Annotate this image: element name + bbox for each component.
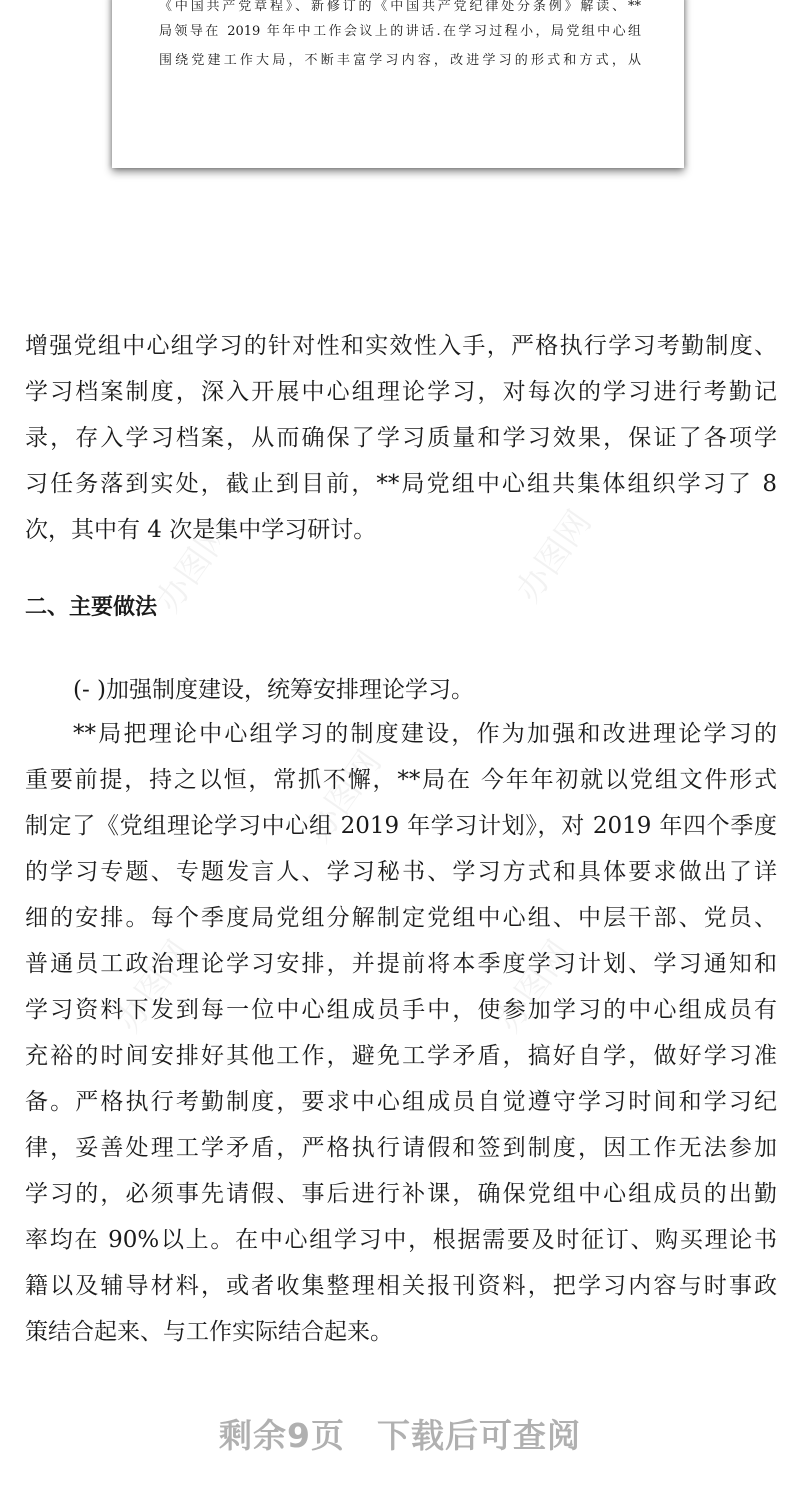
watermark: 办图网 [488,933,580,1040]
watermark: 办图网 [148,513,240,620]
text-line: 的学习专题、专题发言人、学习秘书、学习方式和具体要求做出了详 [25,859,777,885]
text-line: 次，其中有 4 次是集中学习研讨。 [25,517,377,543]
text-line: 率均在 90%以上。在中心组学习中，根据需要及时征订、购买理论书 [25,1227,777,1253]
watermark: 办图网 [298,743,390,850]
text-line: 律，妥善处理工学矛盾，严格执行请假和签到制度，因工作无法参加 [25,1135,777,1161]
text-line: 细的安排。每个季度局党组分解制定党组中心组、中层干部、党员、 [25,905,777,931]
text-line: 籍以及辅导材料，或者收集整理相关报刊资料，把学习内容与时事政 [25,1273,777,1299]
text-line: 重要前提，持之以恒，常抓不懈，**局在 今年年初就以党组文件形式 [25,767,777,793]
text-line: 习任务落到实处，截止到目前，**局党组中心组共集体组织学习了 8 [25,471,777,497]
download-prompt[interactable] [0,1410,800,1457]
text-line: 学习档案制度，深入开展中心组理论学习，对每次的学习进行考勤记 [25,379,777,405]
preview-card [112,0,684,168]
download-to-view-link[interactable]: 下载后可查阅 [376,1416,581,1455]
text-line: 制定了《党组理论学习中心组 2019 年学习计划》，对 2019 年四个季度 [25,813,777,839]
text-line: **局把理论中心组学习的制度建设，作为加强和改进理论学习的 [73,721,777,747]
text-line: 学习的，必须事先请假、事后进行补课，确保党组中心组成员的出勤 [25,1181,777,1207]
text-line: 备。严格执行考勤制度，要求中心组成员自觉遵守学习时间和学习纪 [25,1089,777,1115]
text-line: 策结合起来、与工作实际结合起来。 [25,1319,393,1345]
subheading: (- )加强制度建设，统筹安排理论学习。 [73,677,475,703]
text-line: 录，存入学习档案，从而确保了学习质量和学习效果，保证了各项学 [25,425,777,451]
card-line: 局领导在 2019 年年中工作会议上的讲话.在学习过程小，局党组中心组 [159,24,641,39]
section-heading: 二、主要做法 [25,595,158,620]
text-line: 学习资料下发到每一位中心组成员手中，使参加学习的中心组成员有 [25,997,777,1023]
text-line: 充裕的时间安排好其他工作，避免工学矛盾，搞好自学，做好学习准 [25,1043,777,1069]
text-line: 增强党组中心组学习的针对性和实效性入手，严格执行学习考勤制度、 [25,333,777,359]
watermark: 办图网 [108,933,200,1040]
text-line: 普通员工政治理论学习安排，并提前将本季度学习计划、学习通知和 [25,951,777,977]
card-line: 《中国共产党章程》、新修订的《中国共产党纪律处分条例》解读、** [159,0,641,14]
remaining-pages-label: 剩余9页 [219,1416,345,1455]
watermark: 办图网 [508,503,600,610]
card-line: 围绕党建工作大局，不断丰富学习内容，改进学习的形式和方式，从 [159,53,641,68]
